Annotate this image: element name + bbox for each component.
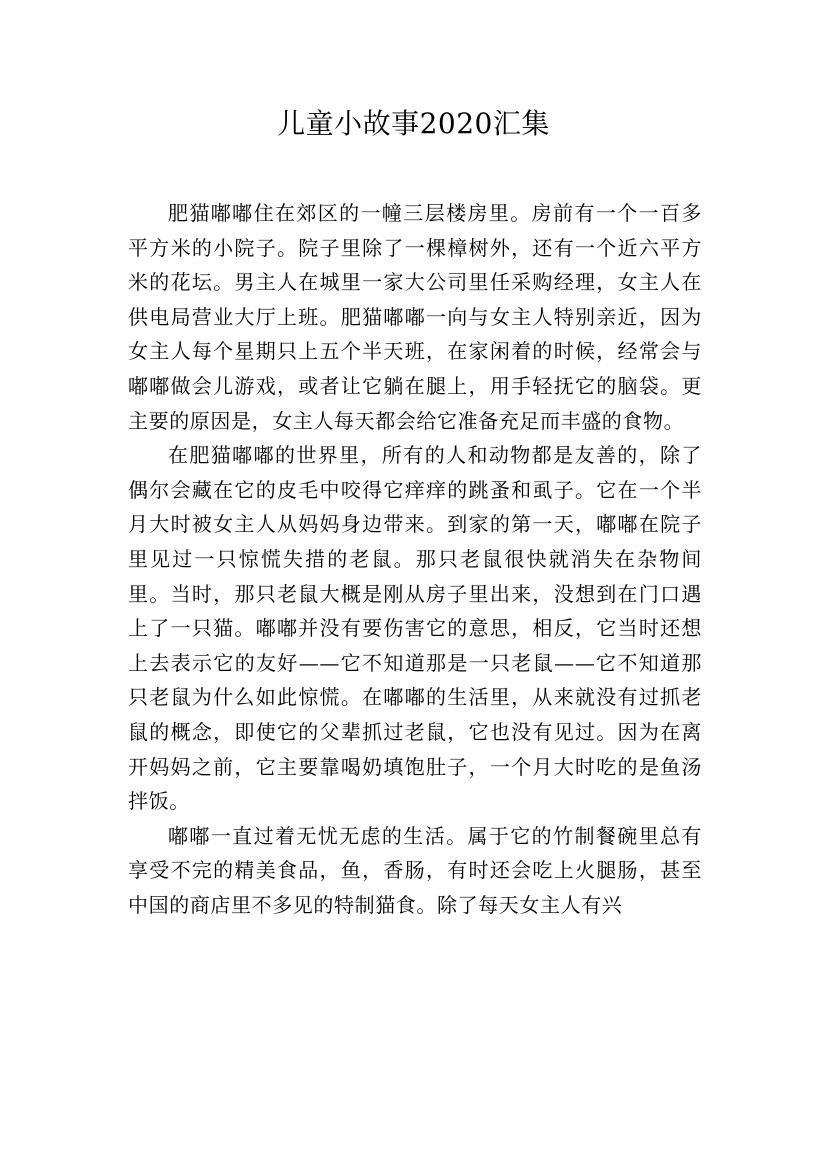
paragraph-3: 嘟嘟一直过着无忧无虑的生活。属于它的竹制餐碗里总有享受不完的精美食品，鱼，香肠，有时还会吃上火腿肠，甚至中国的商店里不多见的特制猫食。除了每天女主人有兴 <box>128 823 702 917</box>
document-title: 儿童小故事2020汇集 <box>277 107 550 140</box>
paragraph-2: 在肥猫嘟嘟的世界里，所有的人和动物都是友善的，除了偶尔会藏在它的皮毛中咬得它痒痒的跳蚤和虱子。它在一个半月大时被女主人从妈妈身边带来。到家的第一天，嘟嘟在院子里见过一只惊慌失措的老鼠。那只老鼠很快就消失在杂物间里。当时，那只老鼠大概是刚从房子里出来，没想到在门口遇上了一只猫。嘟嘟并没有要伤害它的意思，相反，它当时还想上去表示它的友好——它不知道那是一只老鼠——它不知道那只老鼠为什么如此惊慌。在嘟嘟的生活里，从来就没有过抓老鼠的概念，即使它的父辈抓过老鼠，它也没有见过。因为在离开妈妈之前，它主要靠喝奶填饱肚子，一个月大时吃的是鱼汤拌饭。 <box>128 443 702 814</box>
paragraph-1: 肥猫嘟嘟住在郊区的一幢三层楼房里。房前有一个一百多平方米的小院子。院子里除了一棵樟树外，还有一个近六平方米的花坛。男主人在城里一家大公司里任采购经理，女主人在供电局营业大厅上班。肥猫嘟嘟一向与女主人特别亲近，因为女主人每个星期只上五个半天班，在家闲着的时候，经常会与嘟嘟做会儿游戏，或者让它躺在腿上，用手轻抚它的脑袋。更主要的原因是，女主人每天都会给它准备充足而丰盛的食物。 <box>128 201 702 433</box>
document-body <box>128 196 702 922</box>
